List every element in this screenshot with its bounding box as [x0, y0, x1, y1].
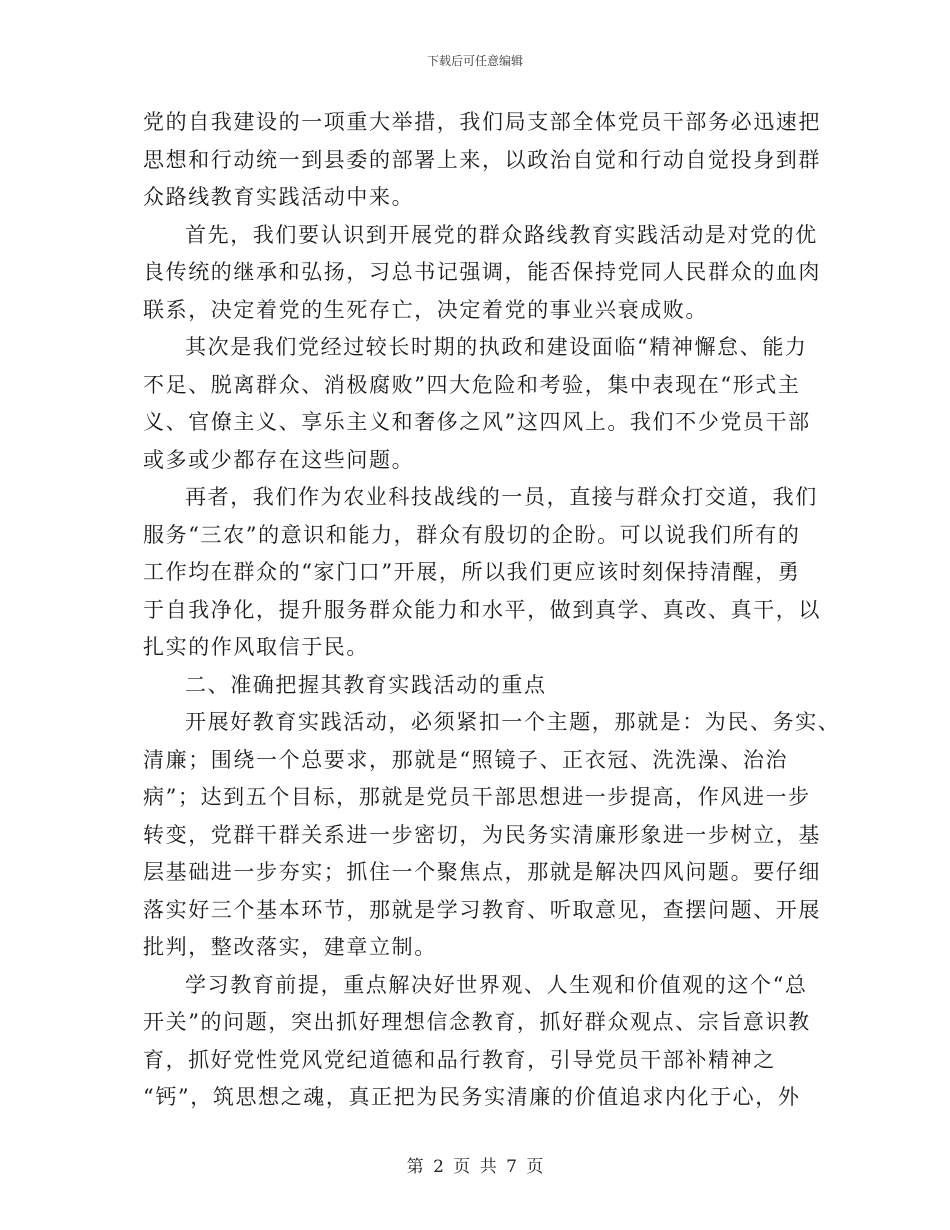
text-line: 学习教育前提，重点解决好世界观、人生观和价值观的这个“总: [185, 972, 808, 997]
text-line: 批判，整改落实，建章立制。: [143, 935, 437, 959]
text-line: 开关”的问题，突出抓好理想信念教育，抓好群众观点、宗旨意识教: [143, 1010, 811, 1034]
text-line: “钙”，筑思想之魂，真正把为民务实清廉的价值追求内化于心，外: [143, 1085, 801, 1109]
document-body: [143, 104, 841, 1117]
text-line: 育，抓好党性党风党纪道德和品行教育，引导党员干部补精神之: [143, 1047, 776, 1072]
text-line: 转变，党群干群关系进一步密切，为民务实清廉形象进一步树立，基: [143, 822, 821, 847]
text-line: 联系，决定着党的生死存亡，决定着党的事业兴衰成败。: [143, 297, 708, 322]
page-header: 下载后可任意编辑: [426, 54, 523, 68]
text-line: 清廉；围绕一个总要求，那就是“照镜子、正衣冠、洗洗澡、治治: [143, 747, 789, 772]
text-line: 层基础进一步夯实；抓住一个聚焦点，那就是解决四风问题。要仔细: [143, 860, 821, 884]
text-line: 扎实的作风取信于民。: [143, 635, 369, 659]
text-line: 或多或少都存在这些问题。: [143, 447, 415, 472]
text-line: 工作均在群众的“家门口”开展，所以我们更应该时刻保持清醒，勇: [143, 560, 801, 584]
text-line: 落实好三个基本环节，那就是学习教育、听取意见，查摆问题、开展: [143, 897, 821, 922]
text-line: 二、准确把握其教育实践活动的重点: [185, 672, 547, 697]
text-line: 服务“三农”的意识和能力，群众有殷切的企盼。可以说我们所有的: [143, 522, 801, 547]
text-line: 于自我净化，提升服务群众能力和水平，做到真学、真改、真干，以: [143, 597, 821, 622]
text-line: 良传统的继承和弘扬，习总书记强调，能否保持党同人民群众的血肉: [143, 260, 821, 284]
text-line: 思想和行动统一到县委的部署上来，以政治自觉和行动自觉投身到群: [143, 147, 821, 172]
text-line: 义、官僚主义、享乐主义和奢侈之风”这四风上。我们不少党员干部: [143, 410, 811, 434]
text-line: 不足、脱离群众、消极腐败”四大危险和考验，集中表现在“形式主: [143, 372, 801, 397]
text-line: 开展好教育实践活动，必须紧扣一个主题，那就是：为民、务实、: [185, 710, 841, 734]
text-line: 再者，我们作为农业科技战线的一员，直接与群众打交道，我们: [185, 485, 818, 509]
text-line: 首先，我们要认识到开展党的群众路线教育实践活动是对党的优: [185, 222, 818, 247]
page-number-footer: 第 2 页 共 7 页: [406, 1157, 544, 1177]
text-line: 病”；达到五个目标，那就是党员干部思想进一步提高，作风进一步: [143, 785, 811, 809]
text-line: 党的自我建设的一项重大举措，我们局支部全体党员干部务必迅速把: [143, 110, 821, 134]
text-line: 众路线教育实践活动中来。: [143, 185, 415, 209]
text-line: 其次是我们党经过较长时期的执政和建设面临“精神懈怠、能力: [185, 335, 808, 359]
